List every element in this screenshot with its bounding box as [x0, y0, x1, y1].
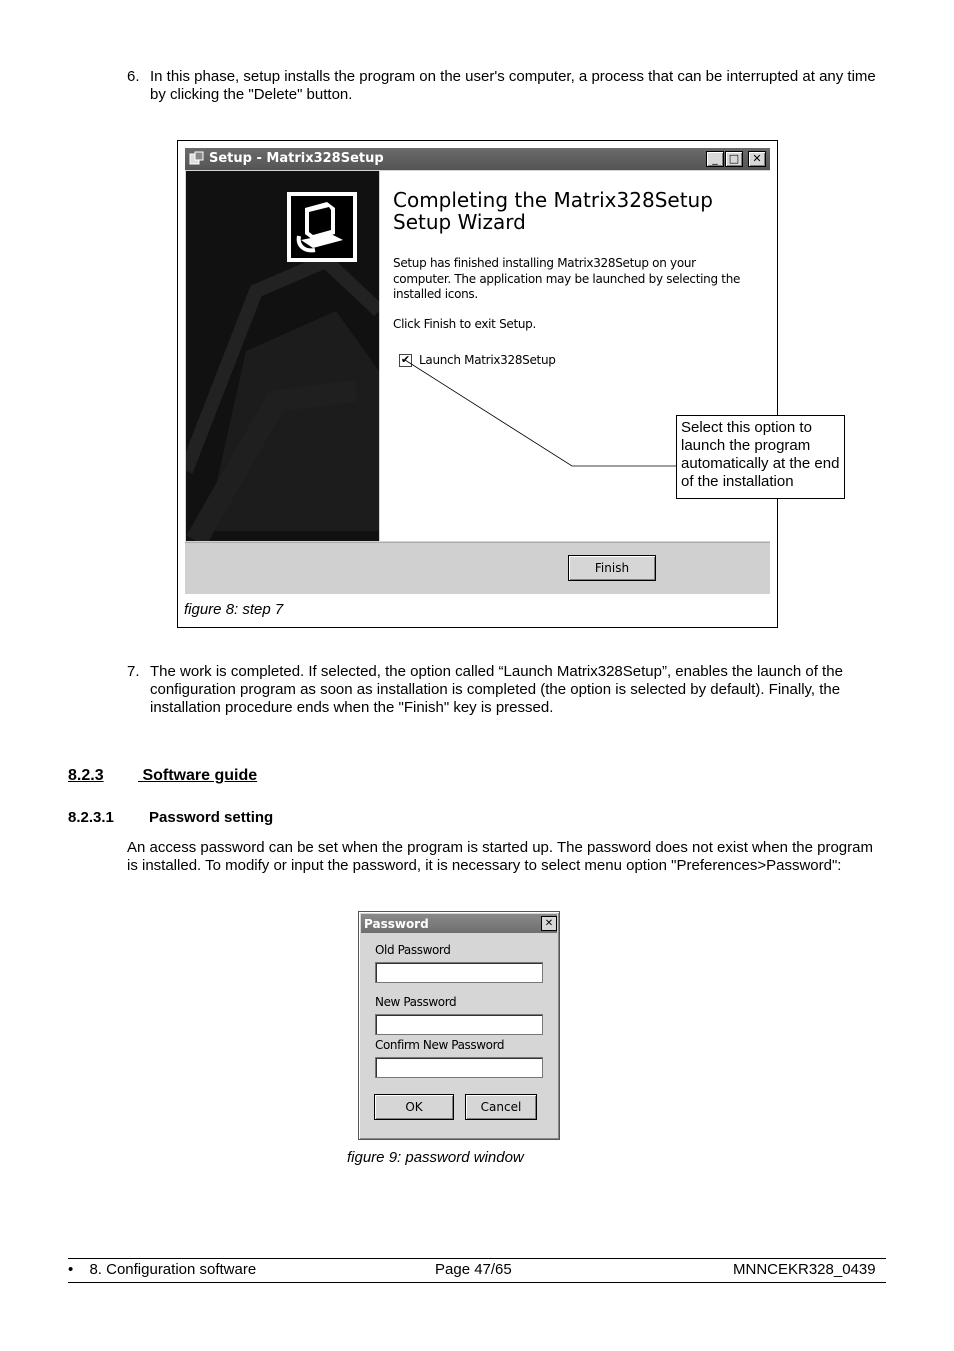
cancel-button[interactable]: Cancel [465, 1094, 537, 1120]
finish-button[interactable]: Finish [568, 555, 656, 581]
old-password-label: Old Password [375, 943, 451, 957]
new-password-label: New Password [375, 995, 457, 1009]
section-title: Software guide [138, 767, 258, 784]
figure-8-caption: figure 8: step 7 [184, 601, 284, 618]
footer-bullet: • [68, 1261, 74, 1278]
close-icon: ✕ [544, 918, 554, 929]
step-text: In this phase, setup installs the program on the user's computer, a process that can be interrupted at any time by clicking the "Delete" button. [150, 68, 876, 103]
launch-checkbox-label[interactable]: Launch Matrix328Setup [419, 353, 556, 367]
password-paragraph: An access password can be set when the program is started up. The password does not exist when the program is installed. To modify or input the password, it is necessary to select menu option "Preferences>Password": [127, 839, 873, 874]
ok-button[interactable]: OK [374, 1094, 454, 1120]
maximize-icon: □ [728, 152, 740, 165]
password-window-title: Password [364, 917, 429, 931]
close-icon: ✕ [752, 152, 762, 165]
checkmark-icon: ✔ [400, 354, 411, 366]
old-password-input[interactable] [375, 962, 543, 983]
subsection-title: Password setting [149, 809, 274, 826]
section-number: 8.2.3 [68, 767, 104, 784]
footer-left [68, 1261, 256, 1278]
footer-page-number: Page 47/65 [435, 1261, 512, 1278]
wizard-heading: Completing the Matrix328Setup Setup Wizard [393, 188, 713, 234]
minimize-icon: _ [712, 152, 718, 165]
new-password-input[interactable] [375, 1014, 543, 1035]
footer-chapter: 8. Configuration software [89, 1261, 257, 1278]
step-number: 6. [127, 68, 140, 85]
setup-window-title: Setup - Matrix328Setup [209, 151, 384, 166]
footer-rule-bottom [68, 1282, 886, 1283]
footer-rule-top [68, 1258, 886, 1259]
wizard-body: Setup has finished installing Matrix328Setup on your computer. The application may be launched by selecting the installed icons. [393, 256, 741, 301]
confirm-password-label: Confirm New Password [375, 1038, 505, 1052]
password-window [358, 911, 560, 1140]
confirm-password-input[interactable] [375, 1057, 543, 1078]
callout-box [676, 415, 845, 499]
footer-doc-code: MNNCEKR328_0439 [733, 1261, 876, 1278]
wizard-instruction: Click Finish to exit Setup. [393, 317, 537, 331]
callout-text: Select this option to launch the program automatically at the end of the installation [681, 419, 840, 490]
step-text: The work is completed. If selected, the option called “Launch Matrix328Setup”, enables the launch of the configuration program as soon as installation is completed (the option is selected by default). Finally, the installation procedure ends when the "Finish" key is pressed. [150, 663, 843, 716]
figure-9-caption: figure 9: password window [347, 1149, 524, 1166]
subsection-number: 8.2.3.1 [68, 809, 114, 826]
password-titlebar [361, 914, 557, 933]
password-close-button[interactable] [541, 916, 557, 931]
step-number: 7. [127, 663, 140, 680]
